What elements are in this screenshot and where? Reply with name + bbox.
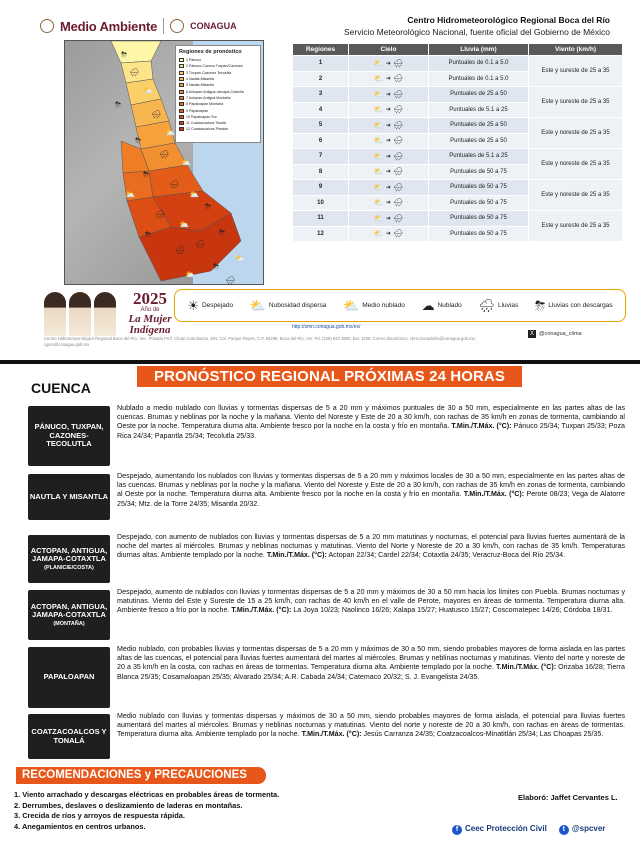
region-number: 12	[293, 226, 349, 242]
sky-cell	[349, 195, 429, 211]
region-number: 9	[293, 180, 349, 196]
legend-label: 5 Nautla-Misantla	[186, 83, 214, 88]
legend-item-sun-cloud	[250, 299, 327, 312]
logo-medio-ambiente: Medio Ambiente	[60, 18, 158, 34]
twitter-handle-text: @conagua_clima	[539, 331, 582, 337]
legend-item-partly-cloudy	[343, 299, 405, 312]
header-sky: Cielo	[349, 44, 429, 56]
legend-swatch	[179, 102, 184, 106]
partly-cloudy-icon: ⛅	[373, 229, 384, 239]
rain-cell: Puntuales de 50 a 75	[429, 195, 529, 211]
temps-values: Orizaba 16/28; Tierra Blanca 25/35; Cosamaloapan 25/35; Alvarado 25/34; A.R. Cabada 24/34; Catemaco 20/32; S. J. Evangelista 24/35.	[117, 663, 625, 681]
forecast-description: Medio nublado con lluvias y tormentas dispersas y máximos de 30 a 50 mm, siendo probables mayores de forma aislada, el potencial para lluvias fuertes aumentará del martes al miércoles. Brumas y neblinas nocturnas y matutinas. Viento del norte y noreste de 20 a 30 km/h, con rachas en áreas de tormentas. Temperatura diurna alta. Ambiente templado por la noche.	[117, 712, 625, 739]
table-row	[293, 211, 623, 227]
legend-swatch	[179, 127, 184, 131]
region-number: 3	[293, 87, 349, 103]
rain-cell: Puntuales de 5.1 a 25	[429, 102, 529, 118]
legend-label: 6 Actopan-Antigua-Jamapa-Cotaxtla	[186, 89, 244, 94]
wind-cell: Este y sureste de 25 a 35	[529, 56, 623, 87]
map-weather-icon: ⛈	[205, 202, 212, 211]
table-row	[293, 180, 623, 196]
region-number: 6	[293, 133, 349, 149]
legend-label: 10 Papaloapan Sur	[186, 114, 217, 119]
arrow-right-icon: ➜	[385, 200, 391, 207]
recommendation-item: 4. Anegamientos en centros urbanos.	[14, 822, 146, 832]
sky-cell	[349, 133, 429, 149]
rain-cell: Puntuales de 50 a 75	[429, 211, 529, 227]
map-weather-icon: ⛈	[145, 230, 152, 239]
footer-social	[452, 824, 605, 835]
legend-item-rain	[478, 299, 518, 312]
region-label-name: ACTOPAN, ANTIGUA, JAMAPA-COTAXTLA	[30, 601, 108, 620]
web-link[interactable]: http://smn.conagua.gob.mx/es/	[292, 324, 361, 330]
legend-label: 3 Tuxpan-Cazones Tecolutla	[186, 70, 232, 75]
logos	[40, 16, 270, 36]
region-label-name: PAPALOAPAN	[43, 672, 95, 682]
year-of-indigenous-woman	[120, 290, 180, 337]
x-icon: X	[529, 331, 534, 337]
arrow-right-icon: ➜	[385, 169, 391, 176]
header-regions: Regiones	[293, 44, 349, 56]
rain-icon: 🌧	[478, 298, 495, 313]
region-label-name: COATZACOALCOS Y TONALÁ	[31, 726, 107, 745]
region-label	[28, 535, 110, 583]
legend-label: 2 Pánuco-Cuenca Tuxpan/Cazones	[186, 64, 243, 69]
cuenca-heading: CUENCA	[31, 380, 91, 396]
partly-cloudy-icon: ⛅	[373, 198, 384, 208]
rain-cloud-icon: 🌧	[392, 74, 404, 84]
center-name: Centro Hidrometeorológico Regional Boca del Río	[407, 15, 610, 25]
region-forecast-text	[117, 712, 625, 740]
temps-label: T.Min./T.Máx. (°C):	[463, 490, 525, 499]
twitter-bird-icon: t	[559, 825, 569, 835]
partly-cloudy-icon: ⛅	[373, 74, 384, 84]
legend-label: 9 Papaloapan	[186, 108, 209, 113]
section-divider	[0, 360, 640, 364]
forecast-table	[292, 43, 623, 242]
forecast-description: Medio nublado, con probables lluvias y tormentas dispersas de 5 a 20 mm y máximos de 30 a 50 mm, siendo probables mayores de forma aislada en las partes altas de las cuencas, el potencial para lluvias fuertes aumentará del martes al miércoles. Brumas y neblinas nocturnas y matutinas. Viento del norte y noreste de 20 a 35 km/h en la costa, con rachas en áreas de tormentas. Temperatura diurna alta. Ambiente templado por la noche.	[117, 645, 625, 672]
temps-values: Pánuco 25/34; Tuxpan 25/33; Poza Rica 24/34; Papantla 25/34; Tecolutla 25/33.	[117, 422, 625, 440]
temps-label: T.Min./T.Máx. (°C):	[301, 730, 362, 739]
region-label-sub: (PLANICIE/COSTA)	[44, 564, 94, 571]
region-number: 5	[293, 118, 349, 134]
map-weather-icon: ⛅	[125, 190, 135, 199]
forecast-map	[64, 40, 264, 285]
year-line1: Año de	[140, 307, 160, 313]
rain-cell: Puntuales de 25 a 50	[429, 118, 529, 134]
map-weather-icon: ⛈	[135, 136, 142, 145]
partly-cloudy-icon: ⛅	[373, 89, 384, 99]
legend-swatch	[179, 77, 184, 81]
center-title	[280, 15, 610, 37]
arrow-right-icon: ➜	[385, 138, 391, 145]
rain-cloud-icon: 🌧	[392, 120, 404, 130]
arrow-right-icon: ➜	[385, 91, 391, 98]
table-row	[293, 118, 623, 134]
forecast-description: Despejado, aumento de nublados con lluvias y tormentas dispersas de 5 a 20 mm y máximos de 30 a 50 mm hacia los límites con Puebla. Brumas nocturnas y matutinas. Viento del Este y Sureste de 15 a 25 km/h, con rachas de 40 km/h en el valle de Perote, mayores en áreas de tormenta. Temperatura diurna alta. Ambiente fresco a frío por la noche.	[117, 588, 625, 615]
sun-cloud-icon: ⛅	[249, 298, 266, 313]
sky-cell	[349, 71, 429, 87]
legend-item-label: Despejado	[201, 301, 234, 309]
legend-item-sun	[187, 299, 233, 312]
partly-cloudy-icon: ⛅	[343, 298, 360, 313]
map-weather-icon: ⛅	[235, 254, 245, 263]
legend-item-label: Medio nublado	[362, 301, 405, 309]
region-label-name: PÁNUCO, TUXPAN, CAZONES-TECOLUTLA	[34, 422, 104, 449]
logo-conagua: CONAGUA	[190, 21, 237, 31]
legend-item-scattered-rain	[535, 299, 613, 312]
recommendation-item: 3. Crecida de ríos y arroyos de respuesta rápida.	[14, 811, 185, 821]
forecast-description: Despejado, con aumento de nublados con lluvias y tormentas dispersas de 5 a 20 mm matutinas y nocturnas, el potencial para lluvias fuertes aumentará de la noche del martes al miércoles. Brumas y neblinas nocturnas y matutinas. Viento del Norte y Noreste de 20 a 30 km/h, con rachas de 35 km/h. Temperaturas diurnas altas. Ambiente templado por la noche.	[117, 533, 625, 560]
legend-item-cloud	[422, 299, 462, 312]
region-forecast-text	[117, 588, 625, 616]
region-number: 8	[293, 164, 349, 180]
region-forecast-text	[117, 472, 625, 509]
sky-cell	[349, 56, 429, 72]
temps-values: La Joya 10/23; Naolinco 16/26; Xalapa 15/27; Huatusco 15/27; Coscomatepec 14/26; Córdoba 18/31.	[293, 606, 613, 615]
rain-cloud-icon: 🌧	[392, 198, 404, 208]
region-forecast-text	[117, 645, 625, 682]
woman-figure-icon	[69, 292, 91, 336]
sky-cell	[349, 149, 429, 165]
map-weather-icon: ⛈	[143, 170, 150, 179]
sky-cell	[349, 102, 429, 118]
temps-label: T.Min./T.Máx. (°C):	[231, 606, 292, 615]
legend-label: 11 Coatzacoalcos Tonalá	[186, 121, 226, 126]
twitter-handle[interactable]	[528, 330, 582, 338]
rain-cell: Puntuales de 25 a 50	[429, 133, 529, 149]
legend-label: 8 Papaloapan Montaña	[186, 102, 224, 107]
partly-cloudy-icon: ⛅	[373, 105, 384, 115]
map-weather-icon: ⛅	[143, 86, 153, 95]
arrow-right-icon: ➜	[385, 107, 391, 114]
map-weather-icon: 🌧	[129, 68, 140, 77]
rain-cloud-icon: 🌧	[392, 151, 404, 161]
rain-cloud-icon: 🌧	[392, 105, 404, 115]
twitter-text: @spcver	[571, 824, 606, 833]
service-name: Servicio Meteorológico Nacional, fuente oficial del Gobierno de México	[343, 27, 610, 37]
wind-cell: Este y noreste de 25 a 35	[529, 180, 623, 211]
legend-item-label: Lluvias con descargas	[548, 301, 613, 309]
map-legend-title: Regiones de pronóstico	[179, 49, 242, 55]
legend-label: 12 Coatzacoalcos Planicie	[186, 127, 229, 132]
rain-cell: Puntuales de 5.1 a 25	[429, 149, 529, 165]
temps-values: Actopan 22/34; Cardel 22/34; Cotaxtla 24/35; Veracruz-Boca del Río 25/34.	[328, 551, 566, 560]
region-label	[28, 590, 110, 640]
rain-cell: Puntuales de 50 a 75	[429, 180, 529, 196]
map-weather-icon: ⛅	[179, 220, 189, 229]
sky-cell	[349, 211, 429, 227]
region-forecast-text	[117, 533, 625, 561]
sky-icon-legend	[174, 289, 626, 322]
legend-swatch	[179, 90, 184, 94]
rain-cell: Puntuales de 0.1 a 5.0	[429, 71, 529, 87]
address-footnote: Centro Hidrometeorológico Regional Boca del Río, Ver., Privada Prof. Chupi Coto Bazos, S/N, Col. Parque Reyes, C.P. 94298, Boca del Río, Ver. Tel. (229) 922 3900, Ext. 1208. Correo Electrónico: chrm.bocadelrio@conagua.gob.mx; cgsm@conagua.gob.mx	[44, 336, 476, 347]
region-number: 2	[293, 71, 349, 87]
header-wind: Viento (km/h)	[529, 44, 623, 56]
facebook-icon: f	[452, 825, 462, 835]
temps-label: T.Min./T.Máx. (°C):	[451, 422, 512, 431]
twitter-link[interactable]	[559, 824, 606, 835]
region-number: 4	[293, 102, 349, 118]
recommendation-item: 2. Derrumbes, deslaves o deslizamiento de laderas en montañas.	[14, 800, 243, 810]
legend-swatch	[179, 83, 184, 87]
rain-cloud-icon: 🌧	[392, 167, 404, 177]
partly-cloudy-icon: ⛅	[373, 167, 384, 177]
legend-label: 4 Nautla-Misantla	[186, 77, 214, 82]
recommendations-title: RECOMENDACIONES y PRECAUCIONES	[16, 767, 266, 784]
woman-figure-icon	[94, 292, 116, 336]
rain-cell: Puntuales de 50 a 75	[429, 164, 529, 180]
author-credit: Elaboró: Jaffet Cervantes L.	[518, 793, 618, 802]
map-legend	[175, 45, 261, 143]
region-shape-1	[111, 41, 161, 63]
map-weather-icon: ⛈	[121, 50, 128, 59]
region-label-name: ACTOPAN, ANTIGUA, JAMAPA-COTAXTLA	[30, 545, 108, 564]
table-row	[293, 87, 623, 103]
table-header-row	[293, 44, 623, 56]
partly-cloudy-icon: ⛅	[373, 213, 384, 223]
sky-cell	[349, 226, 429, 242]
map-weather-icon: 🌧	[159, 150, 170, 159]
sun-icon: ☀	[187, 298, 199, 313]
facebook-link[interactable]	[452, 824, 547, 835]
map-weather-icon: 🌧	[175, 246, 186, 255]
map-weather-icon: ⛅	[185, 270, 195, 279]
map-weather-icon: 🌧	[151, 110, 162, 119]
region-number: 7	[293, 149, 349, 165]
wind-cell: Este y sureste de 25 a 35	[529, 87, 623, 118]
partly-cloudy-icon: ⛅	[373, 182, 384, 192]
legend-item-label: Nublado	[437, 301, 462, 309]
legend-swatch	[179, 71, 184, 75]
region-number: 10	[293, 195, 349, 211]
conagua-seal-icon	[170, 19, 184, 33]
arrow-right-icon: ➜	[385, 184, 391, 191]
arrow-right-icon: ➜	[385, 60, 391, 67]
header-rain: Lluvia (mm)	[429, 44, 529, 56]
arrow-right-icon: ➜	[385, 76, 391, 83]
recommendation-item: 1. Viento arrachado y descargas eléctricas en probables áreas de tormenta.	[14, 790, 280, 799]
map-weather-icon: ⛅	[189, 190, 199, 199]
partly-cloudy-icon: ⛅	[373, 136, 384, 146]
legend-swatch	[179, 96, 184, 100]
map-weather-icon: ⛅	[181, 158, 191, 167]
rain-cloud-icon: 🌧	[392, 182, 404, 192]
temps-values: Perote 08/23; Vega de Alatorre 25/34; Mtz. de la Torre 24/35; Misantla 20/32.	[117, 490, 625, 508]
map-weather-icon: 🌧	[169, 180, 180, 189]
map-weather-icon: ⛈	[219, 228, 226, 237]
legend-label: 7 Actopan-Antigua Montaña	[186, 95, 231, 100]
region-number: 11	[293, 211, 349, 227]
facebook-text: Ceec Protección Civil	[465, 824, 547, 833]
map-weather-icon: ⛈	[213, 262, 220, 271]
legend-item-label: Nubosidad dispersa	[268, 301, 327, 309]
rain-cloud-icon: 🌧	[392, 58, 404, 68]
rain-cell: Puntuales de 0.1 a 5.0	[429, 56, 529, 72]
arrow-right-icon: ➜	[385, 153, 391, 160]
temps-values: Jesús Carranza 24/35; Coatzacoalcos-Minatitlán 25/34; Las Choapas 25/35.	[363, 730, 604, 739]
region-label-sub: (MONTAÑA)	[53, 620, 85, 627]
arrow-right-icon: ➜	[385, 122, 391, 129]
rain-cell: Puntuales de 50 a 75	[429, 226, 529, 242]
map-weather-icon: 🌧	[155, 210, 166, 219]
logo-divider	[163, 18, 164, 34]
map-weather-icon: ⛅	[165, 128, 175, 137]
rain-cloud-icon: 🌧	[392, 89, 404, 99]
wind-cell: Este y sureste de 25 a 35	[529, 211, 623, 242]
table-row	[293, 149, 623, 165]
legend-item-label: Lluvias	[497, 301, 519, 309]
partly-cloudy-icon: ⛅	[373, 151, 384, 161]
year-number: 2025	[133, 289, 167, 308]
rain-cloud-icon: 🌧	[392, 229, 404, 239]
rain-cloud-icon: 🌧	[392, 136, 404, 146]
cloud-icon: ☁	[421, 298, 435, 313]
recommendations-list	[14, 790, 384, 833]
year-line2: La Mujer	[128, 312, 172, 325]
region-number: 1	[293, 56, 349, 72]
legend-swatch	[179, 121, 184, 125]
region-label	[28, 714, 110, 759]
indigenous-women-illustration	[44, 290, 120, 336]
wind-cell: Este y noreste de 25 a 35	[529, 149, 623, 180]
legend-swatch	[179, 58, 184, 62]
map-weather-icon: 🌧	[195, 240, 206, 249]
scattered-rain-icon: ⛈	[534, 298, 546, 313]
year-line3: Indígena	[129, 324, 171, 337]
table-row	[293, 56, 623, 72]
legend-swatch	[179, 109, 184, 113]
forecast-description: Nublado a medio nublado con lluvias y tormentas dispersas de 5 a 20 mm y máximos puntuales de 30 a 50 mm, especialmente en las partes altas de las cuencas. Brumas y neblinas por la noche y la mañana. Viento del Noreste y Este de 20 a 30 km/h, con rachas de 35 km/h en zonas de tormenta, cambiando al Oeste por la noche. Temperatura diurna alta. Ambiente fresco por la noche en la costa y frío en montaña.	[117, 404, 625, 431]
region-label	[28, 406, 110, 466]
region-label-name: NAUTLA Y MISANTLA	[29, 491, 109, 501]
temps-label: T.Min./T.Máx. (°C):	[266, 551, 327, 560]
sky-cell	[349, 164, 429, 180]
section-title: PRONÓSTICO REGIONAL PRÓXIMAS 24 HORAS	[137, 366, 522, 387]
partly-cloudy-icon: ⛅	[373, 120, 384, 130]
region-label	[28, 647, 110, 708]
forecast-description: Despejado, aumentando los nublados con lluvias y tormentas dispersas de 5 a 20 mm y máximos locales de 30 a 50 mm, especialmente en las partes altas de las cuencas. Brumas y neblinas por la noche y la mañana. Viento del Noreste y Este de 20 a 30 km/h, con rachas de 35 km/h en zonas de tormenta, cambiando al Oeste por la noche. Temperatura diurna alta. Ambiente fresco por la noche en la costa y frío en montaña.	[117, 472, 625, 499]
sky-cell	[349, 87, 429, 103]
government-seal-icon	[40, 19, 54, 33]
arrow-right-icon: ➜	[385, 215, 391, 222]
map-weather-icon: ⛈	[115, 100, 122, 109]
region-forecast-text	[117, 404, 625, 441]
sky-cell	[349, 118, 429, 134]
rain-cell: Puntuales de 25 a 50	[429, 87, 529, 103]
legend-label: 1 Pánuco	[186, 58, 202, 63]
partly-cloudy-icon: ⛅	[373, 58, 384, 68]
woman-figure-icon	[44, 292, 66, 336]
sky-cell	[349, 180, 429, 196]
map-weather-icon: 🌧	[225, 276, 236, 285]
wind-cell: Este y noreste de 25 a 35	[529, 118, 623, 149]
arrow-right-icon: ➜	[385, 231, 391, 238]
rain-cloud-icon: 🌧	[392, 213, 404, 223]
legend-swatch	[179, 115, 184, 119]
legend-swatch	[179, 64, 184, 68]
temps-label: T.Min./T.Máx. (°C):	[496, 663, 557, 672]
legend-region-12	[179, 126, 257, 132]
region-label	[28, 474, 110, 520]
